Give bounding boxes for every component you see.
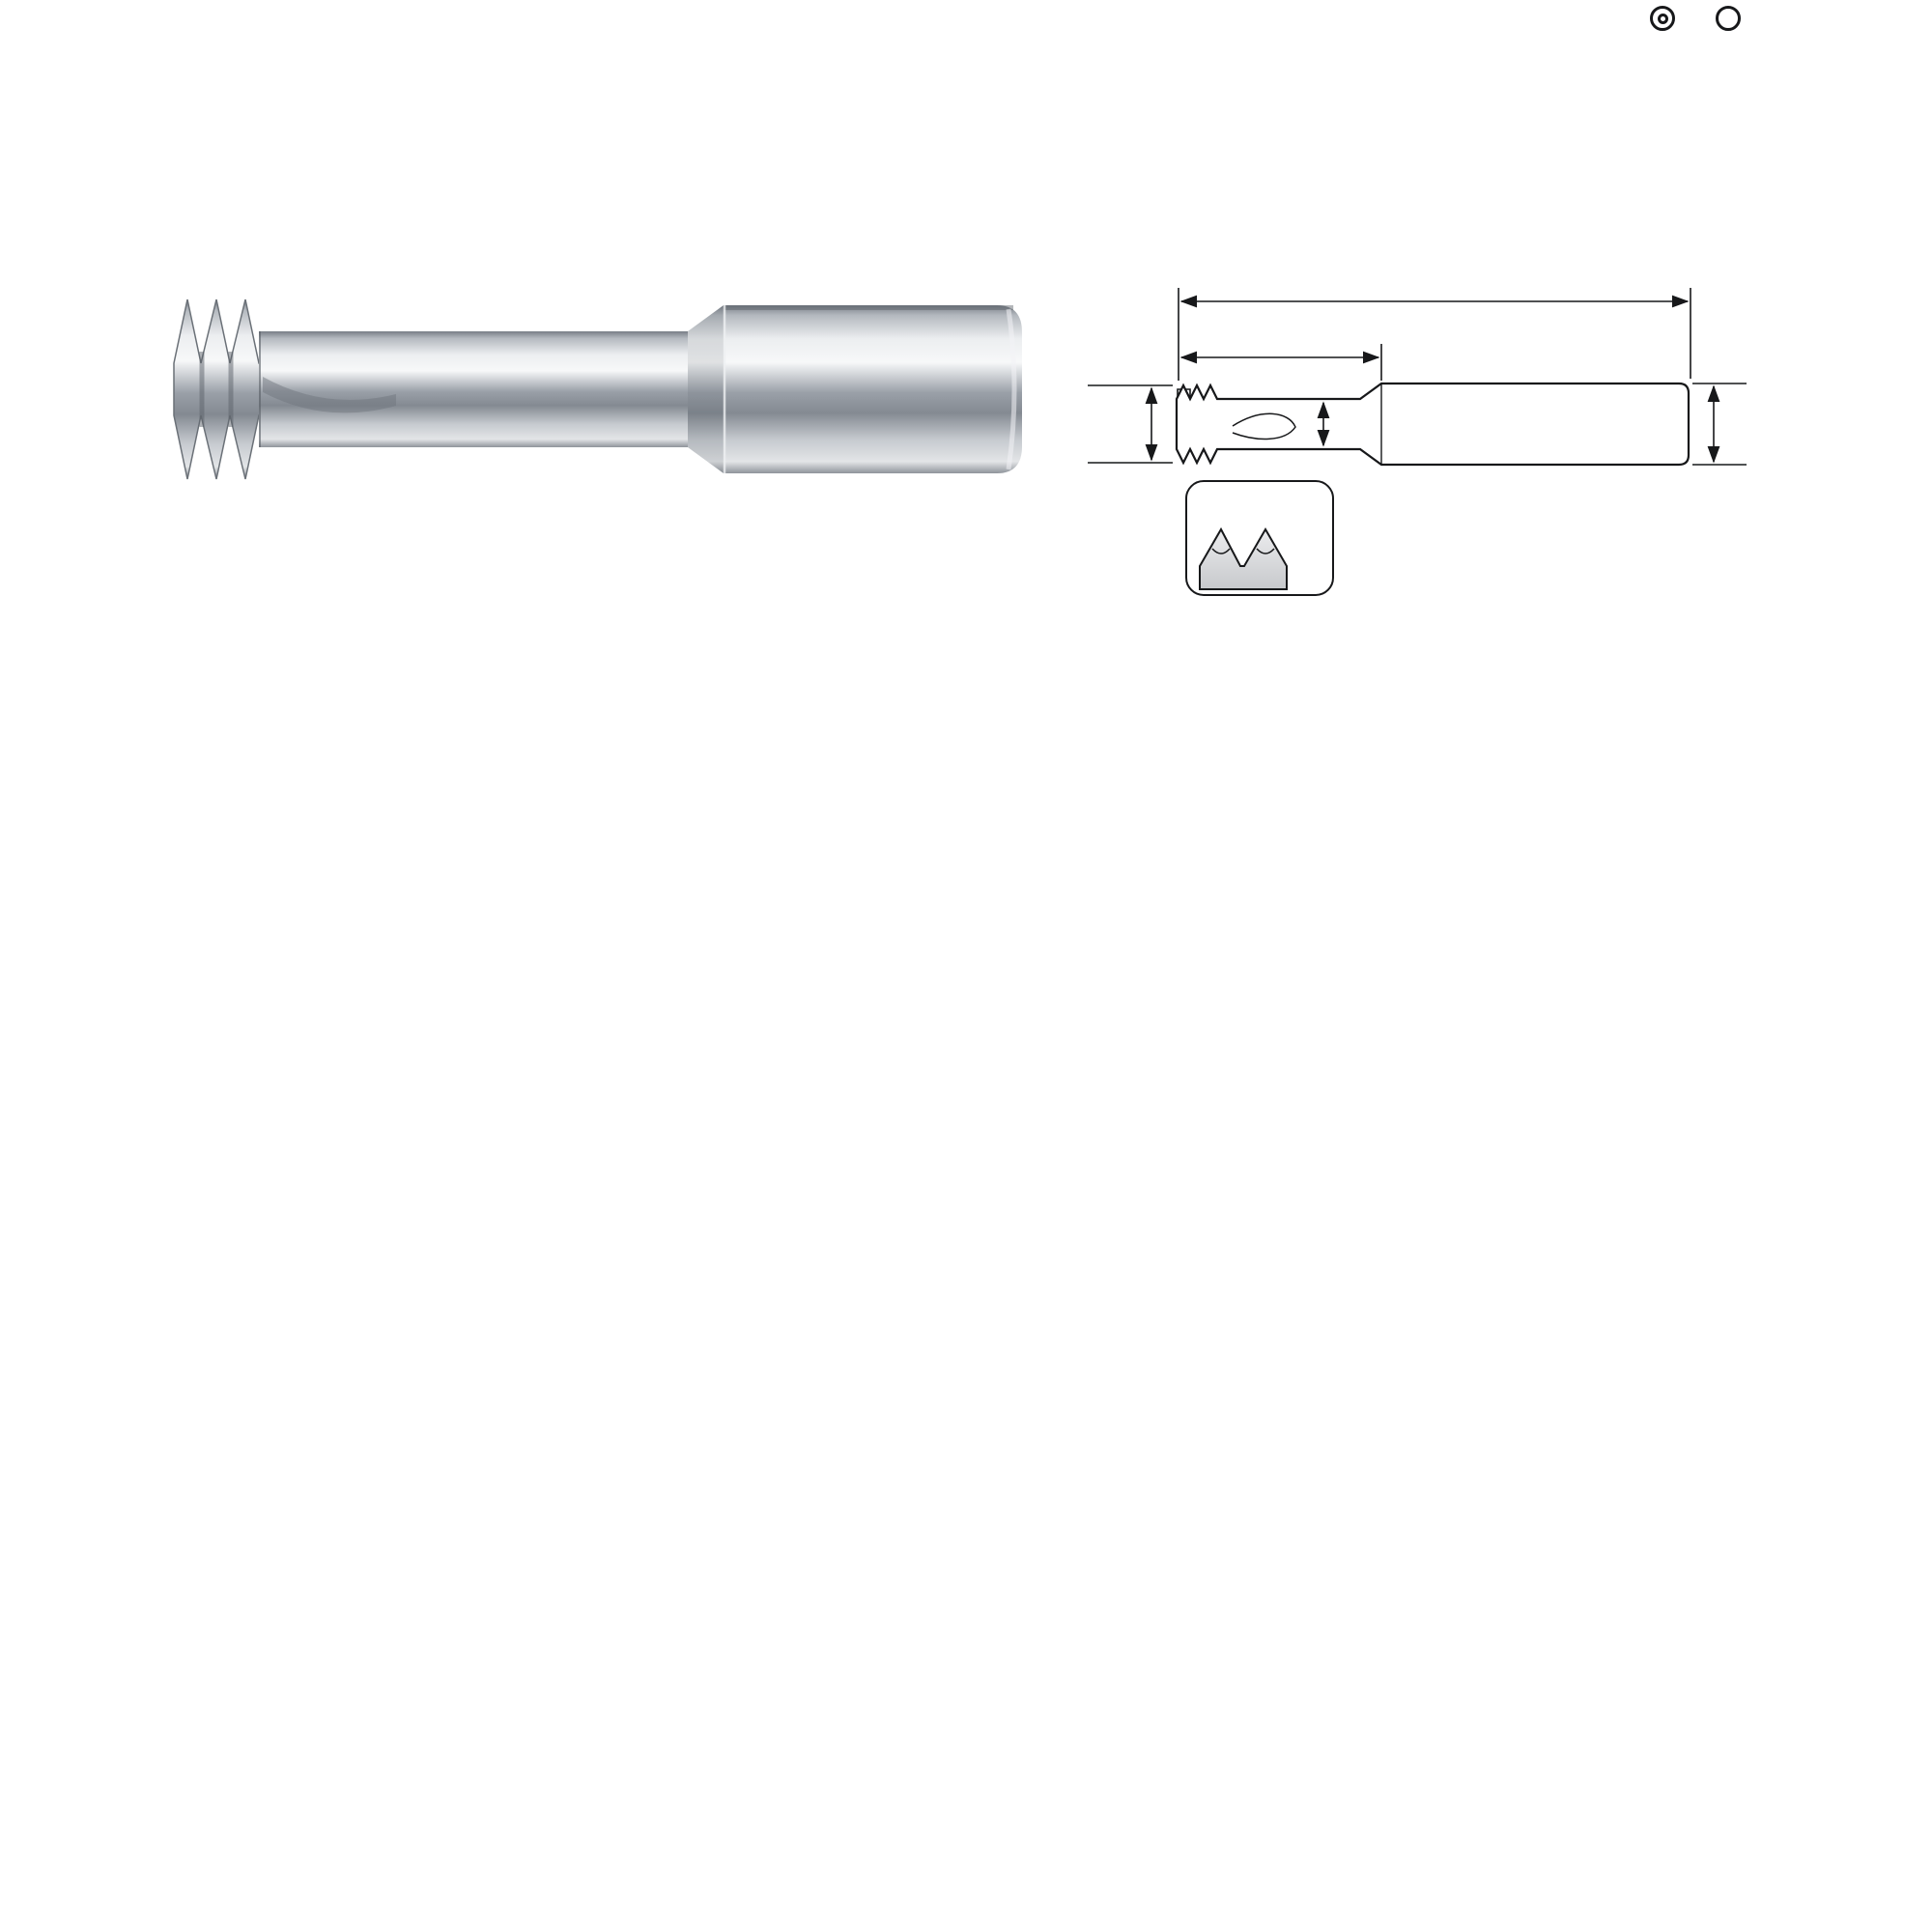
size-table-wrap [190,620,1742,624]
rating-legend [1488,6,1748,31]
material-compatibility-table [190,51,1742,55]
best-rating-icon-inner [1658,14,1668,24]
best-rating-icon [1650,6,1675,31]
product-photo [166,288,1036,560]
thread-teeth [174,299,263,479]
tool-shank [724,305,1022,473]
tool-neck [259,331,690,447]
legend-good [1716,6,1748,31]
tool-outline [1177,384,1689,465]
material-compatibility-table-wrap [190,51,1742,55]
thread-profile-inset [1186,481,1333,595]
dimension-diagram [1070,267,1752,607]
legend-best [1650,6,1683,31]
size-table [190,620,1742,624]
good-rating-icon [1716,6,1741,31]
